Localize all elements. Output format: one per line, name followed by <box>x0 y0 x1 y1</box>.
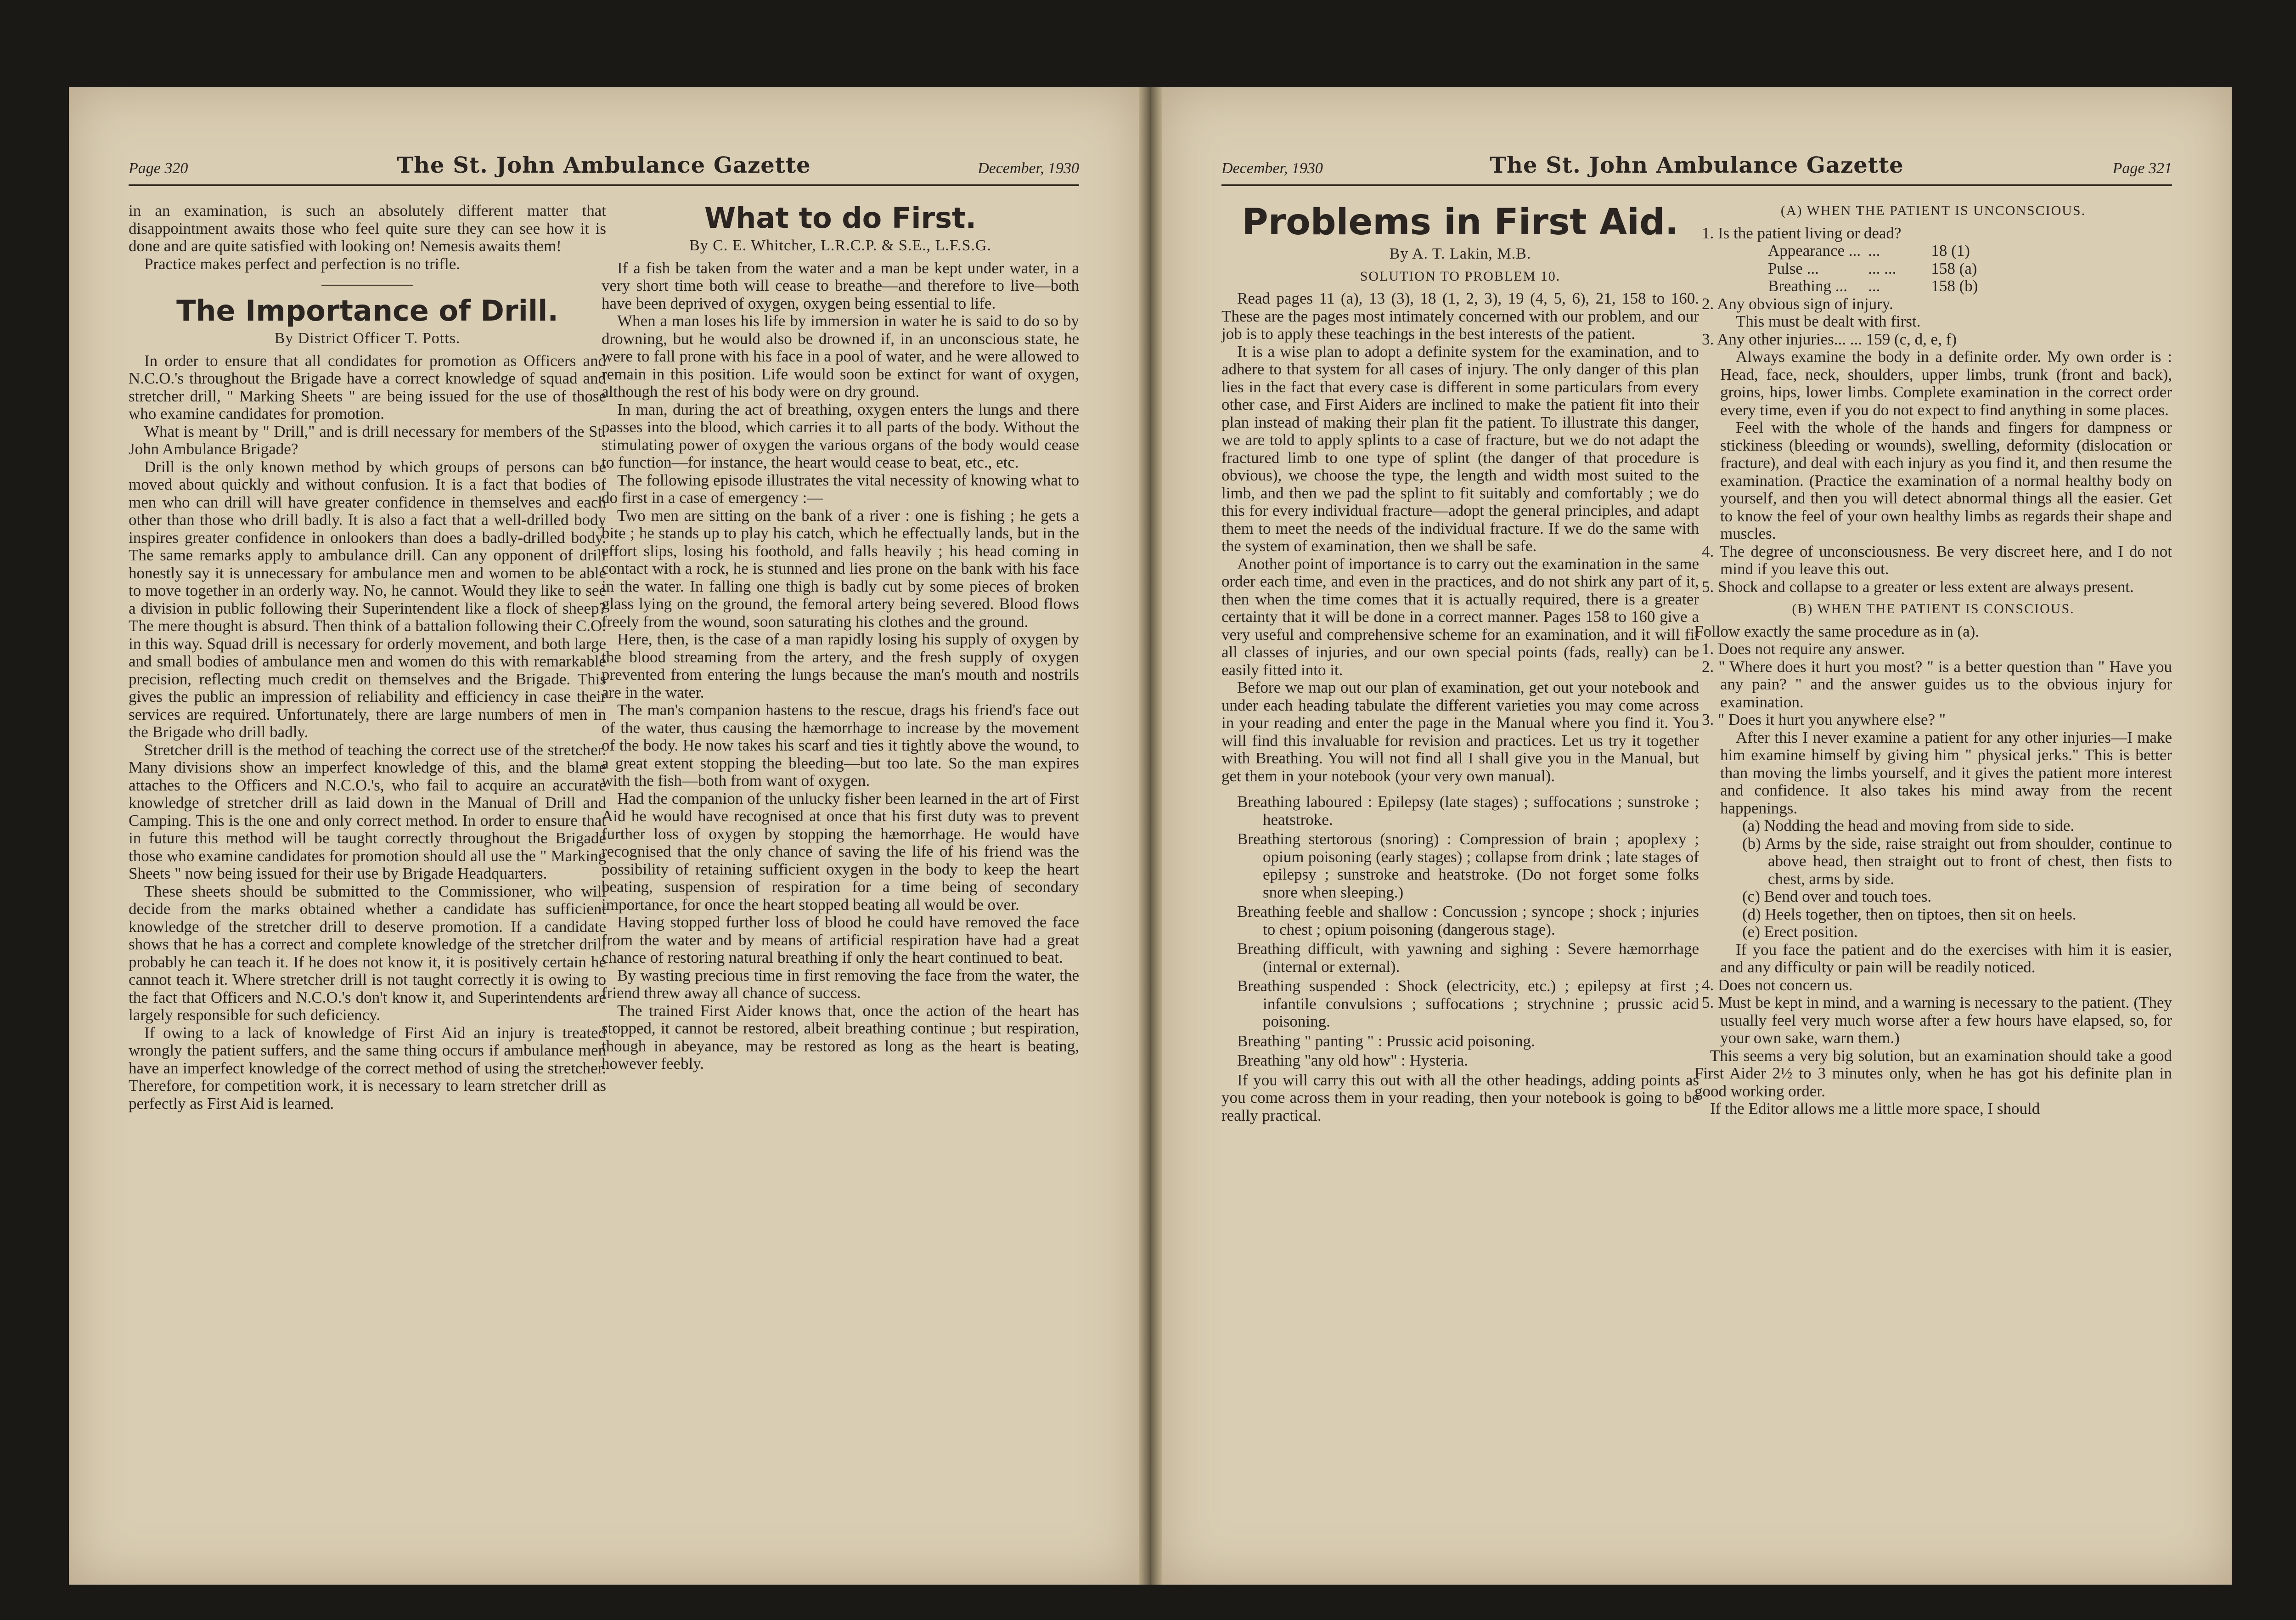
list-item: 5. Shock and collapse to a greater or less extent are always present. <box>1702 577 2134 596</box>
list-item: (b) Arms by the side, raise straight out from shoulder, continue to above head, then straight out to front of chest, then fists to chest, arms by side. <box>1742 834 2172 888</box>
list-item: Breathing "any old how" : Hysteria. <box>1237 1051 1468 1069</box>
paragraph: Stretcher drill is the method of teaching the correct use of the stretcher. Many divisions show an imperfect knowledge of this, and the blame attaches to the Officers and N.C.O.'s, who fail to acquire an accurate knowledge of stretcher drill as laid down in the Manual of Drill and Camping. This is the one and only correct method. In order to ensure that in future this method will be taught correctly throughout the Brigade those who examine candidates for promotion should all use the " Marking Sheets " now being issued for their use by Brigade Headquarters. <box>129 740 606 882</box>
paragraph: When a man loses his life by immersion in water he is said to do so by drowning, but he would also be drowned if, in an unconscious state, he were to fall prone with his face in a pool of water, and he were allowed to remain in this position. Life would soon be extinct for want of oxygen, although the rest of his body were on dry ground. <box>602 312 1079 401</box>
section-heading: (A) WHEN THE PATIENT IS UNCONSCIOUS. <box>1780 203 2086 218</box>
table-cell: 158 (b) <box>1931 277 1978 295</box>
list-item: Breathing stertorous (snoring) : Compression of brain ; apoplexy ; opium poisoning (early stages) ; collapse from drink ; late stages of epilepsy ; sunstroke and heatstroke. (Do not forget some folks snore when sleeping.) <box>1237 830 1699 901</box>
list-item: Breathing " panting " : Prussic acid poisoning. <box>1237 1032 1535 1050</box>
list-item: Breathing feeble and shallow : Concussion ; syncope ; shock ; injuries to chest ; opium poisoning (dangerous stage). <box>1237 903 1699 938</box>
list-item: 4. The degree of unconsciousness. Be very discreet here, and I do not mind if you leave this out. <box>1702 542 2172 578</box>
table-row <box>1768 242 1985 260</box>
table-cell: Pulse ... <box>1768 259 1819 277</box>
byline: By C. E. Whitcher, L.R.C.P. & S.E., L.F.S.G. <box>689 237 991 254</box>
paragraph: The trained First Aider knows that, once the action of the heart has stopped, it cannot be restored, albeit breathing continue ; but respiration, though in abeyance, may be restored as long as the heart is beating, however feebly. <box>602 1001 1079 1072</box>
column-right-2 <box>1694 202 2172 1118</box>
list-item: 1. Is the patient living or dead? <box>1702 224 1902 242</box>
paragraph: Another point of importance is to carry out the examination in the same order each time, and even in the practices, and do not shirk any part of it, then when the time comes that it is actually required, there is a greater certainty that it will be done in a correct manner. Pages 158 to 160 give a very useful and comprehensive scheme for an examination, and it will fit all classes of injuries, and our own special points (fads, really) can be easily fitted into it. <box>1221 554 1699 679</box>
paragraph: Drill is the only known method by which groups of persons can be moved about quickly and without confusion. It is a fact that bodies of men who can drill will have greater confidence in themselves and each other than those who drill badly. It is also a fact that a well-drilled body inspires greater confidence in onlookers than does a badly-drilled body. The same remarks apply to ambulance drill. Can any opponent of drill honestly say it is unnecessary for ambulance men and women to be able to move together in an orderly way. No, he cannot. Would they like to see a division in public following their Superintendent like a flock of sheep? The mere thought is absurd. Then think of a battalion following their C.O. in this way. Squad drill is necessary for orderly movement, and both large and small bodies of ambulance men and women do this with remarkable precision, reflecting much credit on themselves and the Brigade. This gives the public an impression of reliability and efficiency in case their services are required. Unfortunately, there are large numbers of men in the Brigade who drill badly. <box>129 457 606 741</box>
paragraph: If you will carry this out with all the other headings, adding points as you come across them in your reading, then your notebook is going to be really practical. <box>1221 1071 1699 1124</box>
table-row <box>1768 260 1985 278</box>
table-row <box>1768 277 1985 295</box>
page-number: Page 320 <box>129 160 188 177</box>
paragraph: In man, during the act of breathing, oxygen enters the lungs and there passes into the blood, which carries it to all parts of the body. Without the stimulating power of oxygen the various organs of the body would cease to function—for instance, the heart would cease to beat, etc., etc. <box>602 400 1079 471</box>
list-item: (e) Erect position. <box>1742 923 1858 941</box>
paragraph: Feel with the whole of the hands and fingers for dampness or stickiness (bleeding or wounds), swelling, deformity (dislocation or fracture), and deal with each injury as you find it, and then resume the examination. (Practice the examination of a normal healthy body on yourself, and then you will detect abnormal things all the easier. Get to know the feel of your own healthy limbs as regards their shape and muscles. <box>1720 418 2172 542</box>
paragraph: In order to ensure that all condidates for promotion as Officers and N.C.O.'s throughout the Brigade have a correct knowledge of squad and stretcher drill, " Marking Sheets " are being issued for the use of those who examine candidates for promotion. <box>129 351 606 423</box>
paragraph: These sheets should be submitted to the Commissioner, who will decide from the marks obtained whether a candidate has sufficient knowledge of the stretcher drill to deserve promotion. If a candidate shows that he has a correct and complete knowledge of the stretcher drill probably he can teach it. If he does not know it, it is positively certain he cannot teach it. Where stretcher drill is not taught correctly it is owing to the fact that Officers and N.C.O.'s don't know it, and Superintendents are largely responsible for such deficiency. <box>129 882 606 1024</box>
table-cell: 158 (a) <box>1931 259 1977 277</box>
article-title: What to do First. <box>704 201 977 235</box>
list-item: 4. Does not concern us. <box>1702 976 1853 994</box>
list-item: 5. Must be kept in mind, and a warning is necessary to the patient. (They usually feel very much worse after a few hours have elapsed, so, for your own sake, warn them.) <box>1702 993 2172 1047</box>
article-title: The Importance of Drill. <box>176 294 558 327</box>
list-item-text: This must be dealt with first. <box>1736 312 1921 330</box>
list-item: Breathing laboured : Epilepsy (late stages) ; suffocations ; sunstroke ; heatstroke. <box>1237 793 1699 829</box>
list-item: 2. Any obvious sign of injury. <box>1702 294 1893 313</box>
table-cell: ... ... <box>1868 259 1896 277</box>
section-heading: (B) WHEN THE PATIENT IS CONSCIOUS. <box>1792 601 2075 616</box>
paragraph: Read pages 11 (a), 13 (3), 18 (1, 2, 3), 19 (4, 5, 6), 21, 158 to 160. These are the pages most intimately concerned with our problem, and our job is to apply these teachings in the best interests of the patient. <box>1221 289 1699 343</box>
journal-title: The St. John Ambulance Gazette <box>397 152 811 178</box>
running-header <box>129 152 1079 186</box>
list-item: Breathing difficult, with yawning and sighing : Severe hæmorrhage (internal or external). <box>1237 940 1699 976</box>
paragraph: Two men are sitting on the bank of a river : one is fishing ; he gets a bite ; he stands up to play his catch, which he effectually lands, but in the effort slips, losing his foothold, and falls heavily ; his head coming in contact with a rock, he is stunned and lies prone on the bank with his face in the water. In falling one thigh is badly cut by some pieces of broken glass lying on the ground, the femoral artery being severed. Blood flows freely from the wound, soon saturating his clothes and the ground. <box>602 506 1079 631</box>
issue-date: December, 1930 <box>1221 160 1323 177</box>
column-left-1 <box>129 202 606 1112</box>
byline: By District Officer T. Potts. <box>274 330 461 347</box>
issue-date: December, 1930 <box>978 160 1079 177</box>
article-title: Problems in First Aid. <box>1242 202 1679 243</box>
paragraph: What is meant by " Drill," and is drill necessary for members of the St. John Ambulance Brigade? <box>129 422 606 458</box>
paragraph: After this I never examine a patient for any other injuries—I make him examine himself by giving him " physical jerks." This is better than moving the limbs yourself, and it gives the patient more interest and confidence. It also takes his mind away from the recent happenings. <box>1720 728 2172 817</box>
right-page <box>1162 87 2232 1585</box>
list-item: (d) Heels together, then on tiptoes, then sit on heels. <box>1742 905 2077 923</box>
list-item: (a) Nodding the head and moving from side to side. <box>1742 817 2075 835</box>
running-header <box>1221 152 2172 186</box>
paragraph: Before we map out our plan of examination, get out your notebook and under each heading tabulate the different varieties you may come across in your reading and enter the page in the Manual where you find it. You will find this invaluable for revision and practices. Let us try it together with Breathing. You will not find all I shall give you in the Manual, but get them in your notebook (your very own manual). <box>1221 678 1699 785</box>
paragraph: If a fish be taken from the water and a man be kept under water, in a very short time both will cease to breathe—and therefore to live—both have been deprived of oxygen, oxygen being essential to life. <box>602 259 1079 312</box>
table-cell: ... <box>1868 277 1880 295</box>
left-page <box>69 87 1139 1585</box>
paragraph: Practice makes perfect and perfection is no trifle. <box>144 254 461 273</box>
byline: By A. T. Lakin, M.B. <box>1389 245 1531 262</box>
column-left-2 <box>602 202 1079 1073</box>
page-number: Page 321 <box>2112 160 2172 177</box>
paragraph: Always examine the body in a definite order. My own order is : Head, face, neck, shoulders, upper limbs, trunk (front and back), groins, hips, lower limbs. Complete examination in the correct order every time, even if you do not expect to find anything in some places. <box>1720 348 2172 419</box>
paragraph: The man's companion hastens to the rescue, drags his friend's face out of the water, thus causing the hæmorrhage to increase by the movement of the body. He now takes his scarf and ties it tightly above the wound, to a great extent stopping the bleeding—but too late. So the man expires with the fish—both from want of oxygen. <box>602 701 1079 790</box>
list-item: 1. Does not require any answer. <box>1702 640 1905 658</box>
divider <box>321 284 413 286</box>
book-gutter <box>1139 87 1162 1585</box>
table-cell: Appearance ... <box>1768 242 1861 260</box>
paragraph: If you face the patient and do the exercises with him it is easier, and any difficulty or pain will be readily noticed. <box>1720 940 2172 976</box>
paragraph: The following episode illustrates the vital necessity of knowing what to do first in a case of emergency :— <box>602 471 1079 507</box>
paragraph: Had the companion of the unlucky fisher been learned in the art of First Aid he would have recognised at once that his first duty was to prevent further loss of oxygen by stopping the hæmorrhage. He would have recognised that the only chance of saving the life of his friend was the possibility of retaining sufficient oxygen in the body to keep the heart beating, suspension of respiration for a time being of secondary importance, for once the heart stopped beating all would be over. <box>602 789 1079 914</box>
reference-table <box>1768 242 1985 295</box>
table-cell: ... <box>1868 242 1880 260</box>
paragraph: This seems a very big solution, but an examination should take a good First Aider 2½ to 3 minutes only, when he has got his definite plan in good working order. <box>1694 1046 2172 1100</box>
table-cell: 18 (1) <box>1931 242 1970 260</box>
list-item: Breathing suspended : Shock (electricity, etc.) ; epilepsy at first ; infantile convulsions ; suffocations ; strychnine ; prussic acid poisoning. <box>1237 977 1699 1030</box>
paragraph: If owing to a lack of knowledge of First Aid an injury is treated wrongly the patient suffers, and the same thing occurs if ambulance men have an imperfect knowledge of the correct method of using the stretcher. Therefore, for competition work, it is necessary to learn stretcher drill as perfectly as First Aid is learned. <box>129 1023 606 1112</box>
journal-title: The St. John Ambulance Gazette <box>1490 152 1904 178</box>
paragraph: Follow exactly the same procedure as in (a). <box>1694 622 1980 640</box>
paragraph: Having stopped further loss of blood he could have removed the face from the water and by means of artificial respiration have had a great chance of restoring natural breathing if only the heart continued to beat. <box>602 913 1079 966</box>
table-cell: Breathing ... <box>1768 277 1848 295</box>
list-item: (c) Bend over and touch toes. <box>1742 887 1932 905</box>
paragraph: in an examination, is such an absolutely different matter that disappointment awaits those who feel quite sure they can see how it is done and are quite satisfied with looking on! Nemesis awaits them! <box>129 202 606 255</box>
paragraph: If the Editor allows me a little more space, I should <box>1710 1100 2040 1118</box>
paragraph: It is a wise plan to adopt a definite system for the examination, and to adhere to that system for all cases of injury. The only danger of this plan lies in the fact that every case is different in some particulars from every other case, and First Aiders are inclined to make the patient fit into their plan instead of making their plan fit the patient. To illustrate this danger, we are told to apply splints to a case of fracture, but we do not adapt the fractured limb to one type of splint (the danger of that procedure is obvious), we choose the type, the length and width most suited to the limb, and then we pad the splint to fit suitably and comfortably ; we do this for every individual fracture—adopt the general principles, and adapt them to meet the needs of the individual fracture. If we do the same with the system of examination, then we shall be safe. <box>1221 342 1699 555</box>
section-subtitle: SOLUTION TO PROBLEM 10. <box>1360 268 1561 284</box>
list-item: 3. " Does it hurt you anywhere else? " <box>1702 711 1946 728</box>
paragraph: Here, then, is the case of a man rapidly losing his supply of oxygen by the blood streaming from the artery, and the fresh supply of oxygen prevented from entering the lungs because the man's mouth and nostrils are in the water. <box>602 630 1079 701</box>
paragraph: By wasting precious time in first removing the face from the water, the friend threw away all chance of success. <box>602 966 1079 1002</box>
list-item: 3. Any other injuries... ... 159 (c, d, e, f) <box>1702 330 1957 348</box>
list-item: 2. " Where does it hurt you most? " is a better question than " Have you any pain? " and the answer guides us to the obvious injury for examination. <box>1702 657 2172 711</box>
column-right-1 <box>1221 202 1699 1124</box>
